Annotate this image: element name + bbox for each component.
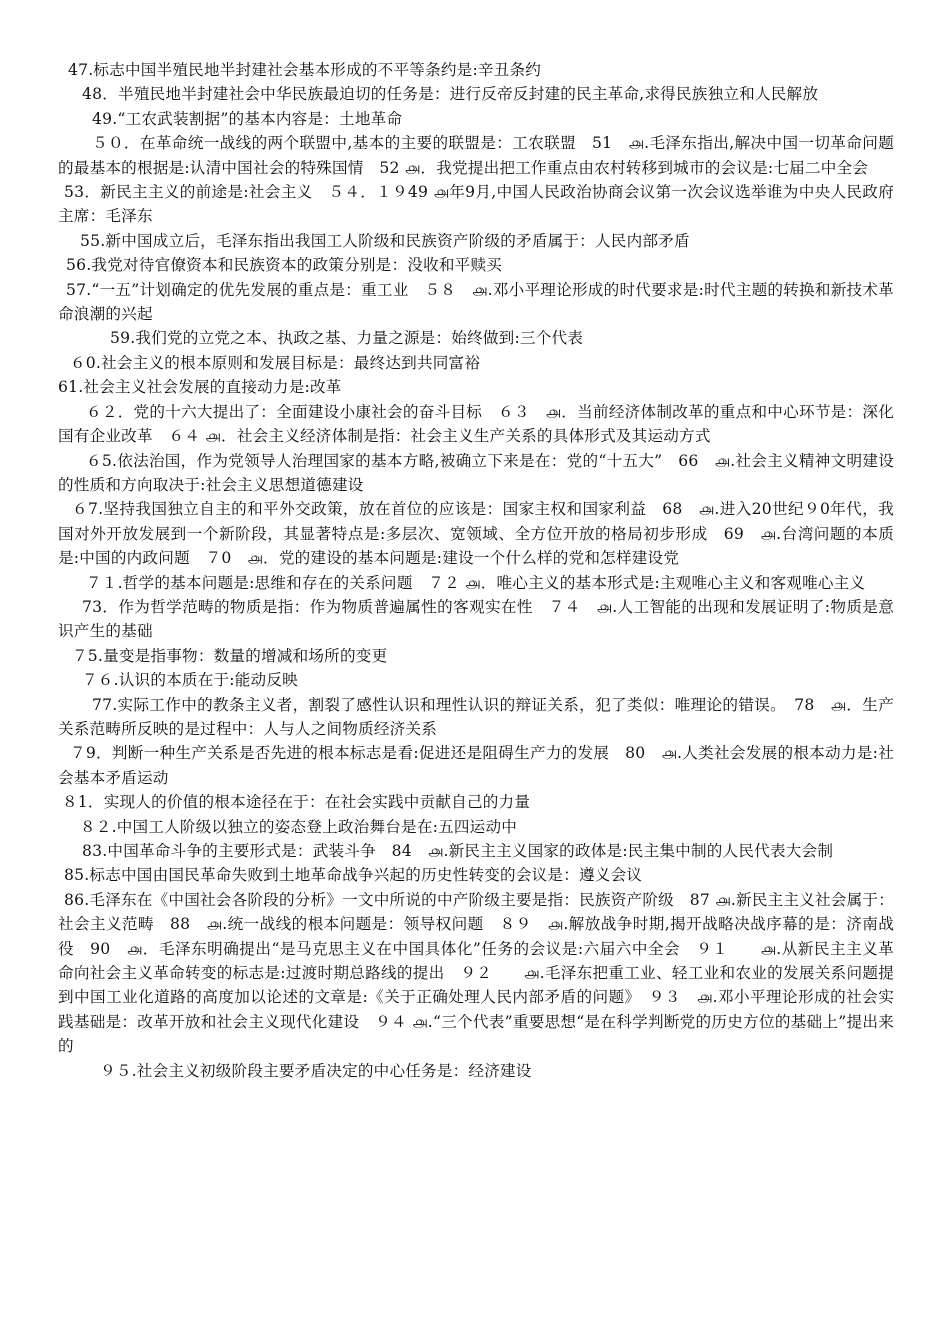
paragraph: 47.标志中国半殖民地半封建社会基本形成的不平等条约是:辛丑条约 (68, 61, 542, 79)
paragraph: 86.毛泽东在《中国社会各阶段的分析》一文中所说的中产阶级主要是指：民族资产阶级 87 ௮.新民主主义社会属于：社会主义范畴 88 ௮.统一战线的根本问题是：领导权问题 ８９ ௮.解放战争时期,揭开战略决战序幕的是：济南战役 90 ௮．毛泽东明确提出“是马克思主义在中国具体化”任务的会议是:六届六中全会 ９１ ௮.从新民主主义革命向社会主义革命转变的标志是:过渡时期总路线的提出 ９２ ௮.毛泽东把重工业、轻工业和农业的发展关系问题提到中国工业化道路的高度加以论述的文章是:《关于正确处理人民内部矛盾的问题》 ９３ ௮.邓小平理论形成的社会实践基础是：改革开放和社会主义现代化建设 ９４ ௮.“三个代表”重要思想“是在科学判断党的历史方位的基础上”提出来的 (58, 890, 894, 1056)
paragraph: 83.中国革命斗争的主要形式是：武装斗争 84 ௮.新民主主义国家的政体是:民主集中制的人民代表大会制 (82, 842, 834, 860)
paragraph: ６5.依法治国，作为党领导人治理国家的基本方略,被确立下来是在：党的“十五大” 66 ௮.社会主义精神文明建设的性质和方向取决于:社会主义思想道德建设 (58, 451, 894, 494)
paragraph: 56.我党对待官僚资本和民族资本的政策分别是：没收和平赎买 (66, 256, 503, 275)
paragraph: ５０．在革命统一战线的两个联盟中,基本的主要的联盟是：工农联盟 51 ௮.毛泽东指出,解决中国一切革命问题的最基本的根据是:认清中国社会的特殊国情 52 ௮．我党提出把工作重点由农村转移到城市的会议是:七届二中全会 (58, 134, 894, 177)
paragraph: ７６.认识的本质在于:能动反映 (82, 671, 298, 690)
paragraph: ７１.哲学的基本问题是:思维和存在的关系问题 ７２ ௮．唯心主义的基本形式是:主观唯心主义和客观唯心主义 (86, 573, 866, 592)
paragraph: 85.标志中国由国民革命失败到土地革命战争兴起的历史性转变的会议是：遵义会议 (64, 866, 643, 885)
paragraph: ６0.社会主义的根本原则和发展目标是：最终达到共同富裕 (70, 353, 481, 372)
paragraph: ８1．实现人的价值的根本途径在于：在社会实践中贡献自己的力量 (62, 793, 531, 812)
paragraph: ６7.坚持我国独立自主的和平外交政策，放在首位的应该是：国家主权和国家利益 68 ௮.进入20世纪９0年代，我国对外开放发展到一个新阶段，其显著特点是:多层次、宽领域、全方位开放的格局初步形成 69 ௮.台湾问题的本质是:中国的内政问题 ７0 ௮．党的建设的基本问题是:建设一个什么样的党和怎样建设党 (58, 500, 894, 568)
paragraph: 77.实际工作中的教条主义者，割裂了感性认识和理性认识的辩证关系，犯了类似：唯理论的错误。 78 ௮．生产关系范畴所反映的是过程中：人与人之间物质经济关系 (58, 695, 894, 738)
paragraph: 55.新中国成立后，毛泽东指出我国工人阶级和民族资产阶级的矛盾属于：人民内部矛盾 (80, 231, 690, 250)
paragraph: ６２．党的十六大提出了：全面建设小康社会的奋斗目标 ６３ ௮．当前经济体制改革的重点和中心环节是：深化国有企业改革 ６４ ௮．社会主义经济体制是指：社会主义生产关系的具体形式及其运动方式 (58, 402, 894, 446)
paragraph: 59.我们党的立党之本、执政之基、力量之源是：始终做到:三个代表 (110, 329, 584, 348)
paragraph: 49.“工农武装割据”的基本内容是：土地革命 (92, 109, 403, 128)
paragraph: ９５.社会主义初级阶段主要矛盾决定的中心任务是：经济建设 (100, 1061, 532, 1080)
document-page (58, 58, 894, 1083)
paragraph: 48．半殖民地半封建社会中华民族最迫切的任务是：进行反帝反封建的民主革命,求得民族独立和人民解放 (82, 85, 819, 104)
paragraph: 61.社会主义社会发展的直接动力是:改革 (58, 378, 342, 397)
paragraph: 73．作为哲学范畴的物质是指：作为物质普遍属性的客观实在性 ７４ ௮.人工智能的出现和发展证明了:物质是意识产生的基础 (58, 597, 894, 641)
paragraph: 57.“一五”计划确定的优先发展的重点是：重工业 ５８ ௮.邓小平理论形成的时代要求是:时代主题的转换和新技术革命浪潮的兴起 (58, 280, 894, 324)
paragraph: ７9．判断一种生产关系是否先进的根本标志是看:促进还是阻碍生产力的发展 80 ௮.人类社会发展的根本动力是:社会基本矛盾运动 (58, 744, 894, 787)
paragraph: ８２.中国工人阶级以独立的姿态登上政治舞台是在:五四运动中 (80, 817, 518, 836)
paragraph: 53．新民主主义的前途是:社会主义 ５４．１９49 ௮年9月,中国人民政治协商会议第一次会议选举谁为中央人民政府主席：毛泽东 (58, 183, 894, 226)
paragraph: ７5.量变是指事物：数量的增减和场所的变更 (72, 646, 388, 665)
